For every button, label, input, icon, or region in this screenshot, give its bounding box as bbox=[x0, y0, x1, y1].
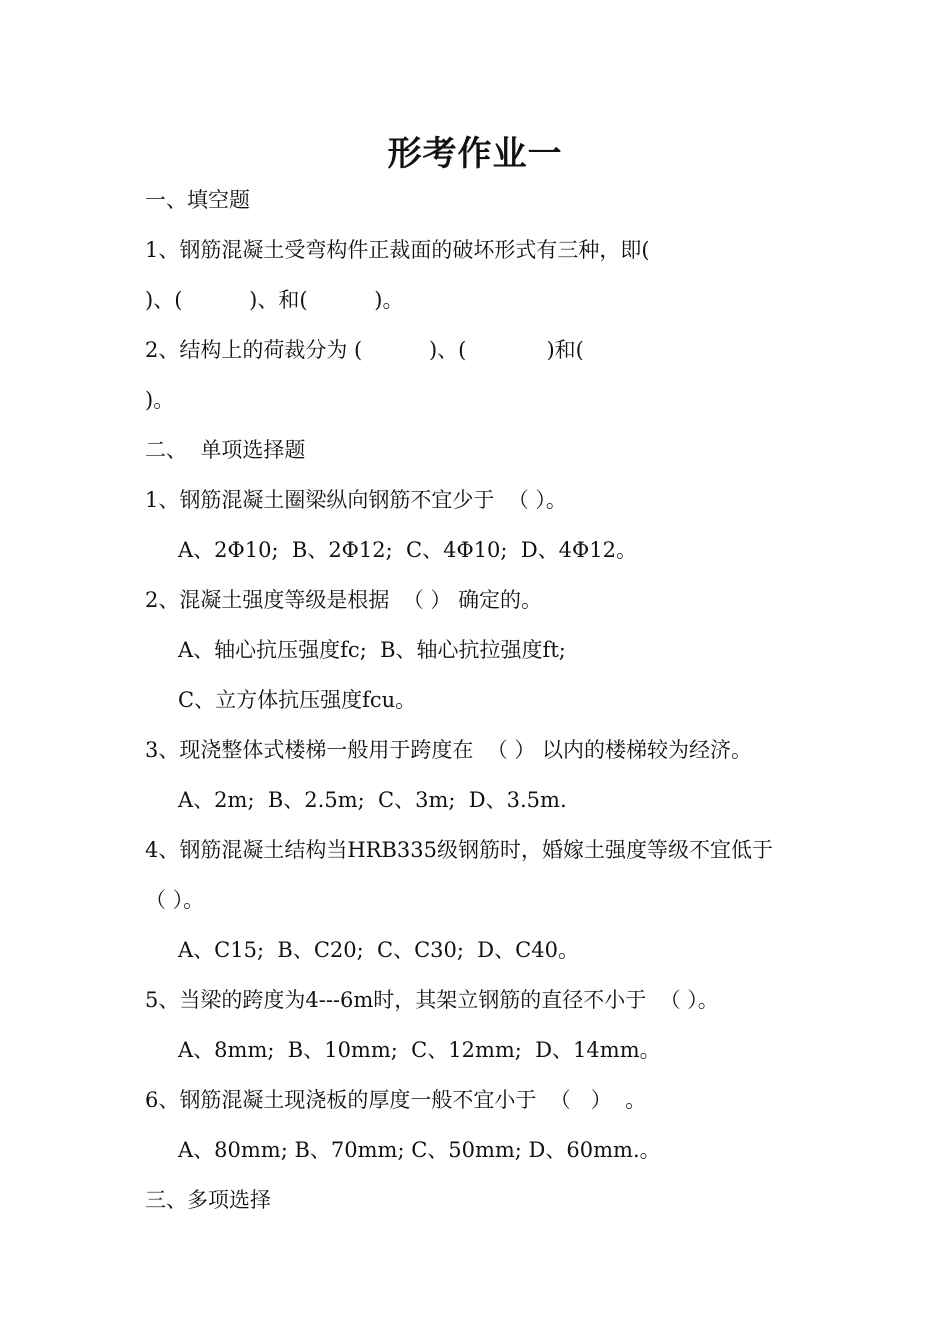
question-line: 1、钢筋混凝土受弯构件正裁面的破坏形式有三种，即( bbox=[145, 238, 650, 262]
option-line: A、2m; B、2.5m; C、3m; D、3.5m. bbox=[178, 788, 567, 812]
option-line: A、C15; B、C20; C、C30; D、C40。 bbox=[178, 938, 579, 962]
question-line: 1、钢筋混凝土圈梁纵向钢筋不宜少于 （ ）。 bbox=[145, 488, 567, 512]
question-line: 2、结构上的荷裁分为 ( )、( )和( bbox=[145, 338, 584, 362]
question-line: )。 bbox=[145, 388, 175, 412]
question-line: 4、钢筋混凝土结构当HRB335级钢筋时，婚嫁土强度等级不宜低于 bbox=[145, 838, 773, 862]
option-line: A、8mm; B、10mm; C、12mm; D、14mm。 bbox=[178, 1038, 661, 1062]
option-line: A、2Φ10; B、2Φ12; C、4Φ10; D、4Φ12。 bbox=[178, 538, 637, 562]
option-line: A、轴心抗压强度fc; B、轴心抗拉强度ft; bbox=[178, 638, 566, 662]
question-line: 6、钢筋混凝土现浇板的厚度一般不宜小于 （ ） 。 bbox=[145, 1088, 647, 1112]
question-line: 2、混凝土强度等级是根据 （ ） 确定的。 bbox=[145, 588, 543, 612]
question-line: 5、当梁的跨度为4---6m时，其架立钢筋的直径不小于 （ ）。 bbox=[145, 988, 719, 1012]
question-line: )、( )、和( )。 bbox=[145, 288, 404, 312]
option-line: A、80mm; B、70mm; C、50mm; D、60mm.。 bbox=[178, 1138, 661, 1162]
section-heading-single-choice: 二、 单项选择题 bbox=[145, 438, 306, 462]
question-line: （ ）。 bbox=[145, 888, 205, 912]
section-heading-fill-blank: 一、填空题 bbox=[145, 188, 250, 212]
option-line: C、立方体抗压强度fcu。 bbox=[178, 688, 417, 712]
page-title: 形考作业一 bbox=[387, 134, 563, 174]
section-heading-multiple-choice: 三、多项选择 bbox=[145, 1188, 271, 1212]
question-line: 3、现浇整体式楼梯一般用于跨度在 （ ） 以内的楼梯较为经济。 bbox=[145, 738, 753, 762]
